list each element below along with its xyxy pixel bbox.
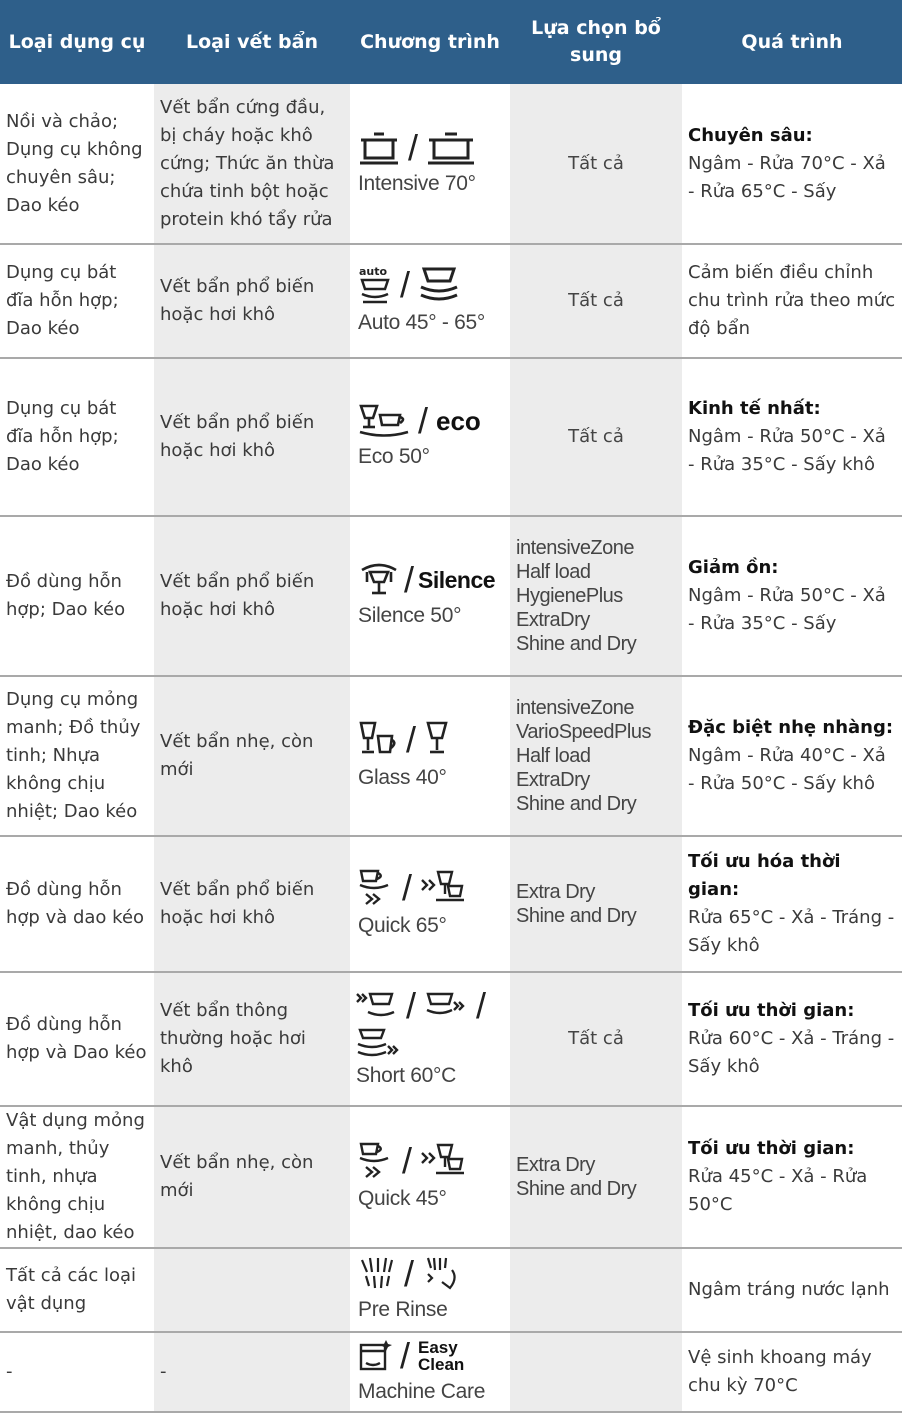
table-row xyxy=(0,836,902,972)
process-cell: Giảm ồn: Ngâm - Rửa 50°C - Xả - Rửa 35°C - Sấy xyxy=(682,516,902,676)
process-text: Vệ sinh khoang máy chu kỳ 70°C xyxy=(688,1347,872,1396)
pot-icon xyxy=(426,130,476,166)
utensils-cell: - xyxy=(0,1332,154,1412)
soil-cell: - xyxy=(154,1332,350,1412)
option-item: Shine and Dry xyxy=(516,905,637,927)
program-name: Auto 45° - 65° xyxy=(358,311,486,334)
options-cell xyxy=(510,1332,682,1412)
header-process: Quá trình xyxy=(682,0,902,84)
program-name: Quick 45° xyxy=(358,1187,447,1210)
options-cell xyxy=(510,972,682,1106)
header-utensils: Loại dụng cụ xyxy=(0,0,154,84)
process-cell: Tối ưu thời gian: Rửa 45°C - Xả - Rửa 50°C xyxy=(682,1106,902,1248)
short-dishes-icon xyxy=(426,992,466,1020)
program-name: Quick 65° xyxy=(358,914,447,937)
utensils-cell: Dụng cụ mỏng manh; Đồ thủy tinh; Nhựa không chịu nhiệt; Dao kéo xyxy=(0,676,154,836)
quick-dishes-icon xyxy=(358,868,394,908)
option-item: Half load xyxy=(516,561,591,583)
program-name: Silence 50° xyxy=(358,604,462,627)
option-item: HygienePlus xyxy=(516,585,623,607)
quick-dishes-icon xyxy=(358,1141,394,1181)
program-cell: / Easy Clean Machine Care xyxy=(350,1332,510,1412)
pre-rinse-icon xyxy=(358,1256,396,1292)
process-text: Ngâm tráng nước lạnh xyxy=(688,1279,890,1300)
header-program: Chương trình xyxy=(350,0,510,84)
header-soil: Loại vết bẩn xyxy=(154,0,350,84)
process-cell: Kinh tế nhất: Ngâm - Rửa 50°C - Xả - Rửa 35°C - Sấy khô xyxy=(682,358,902,516)
option-item: Shine and Dry xyxy=(516,793,637,815)
program-cell: / Quick 65° xyxy=(350,836,510,972)
program-cell: auto / Auto 45° - 65° xyxy=(350,244,510,358)
program-cell: / / Short 60°C xyxy=(350,972,510,1106)
silence-label: Silence xyxy=(418,567,496,593)
easy-clean-label: Easy Clean xyxy=(418,1338,465,1374)
option-item: Shine and Dry xyxy=(516,633,637,655)
wine-glass-icon xyxy=(424,720,450,760)
process-text: Ngâm - Rửa 70°C - Xả - Rửa 65°C - Sấy xyxy=(688,152,886,202)
program-name: Glass 40° xyxy=(358,766,447,789)
process-text: Cảm biến điều chỉnh chu trình rửa theo mức độ bẩn xyxy=(688,262,896,339)
program-cell: / Glass 40° xyxy=(350,676,510,836)
utensils-cell: Đồ dùng hỗn hợp; Dao kéo xyxy=(0,516,154,676)
table-row xyxy=(0,676,902,836)
table-row xyxy=(0,1106,902,1248)
process-cell: Đặc biệt nhẹ nhàng: Ngâm - Rửa 40°C - Xả - Rửa 50°C - Sấy khô xyxy=(682,676,902,836)
pre-rinse-icon xyxy=(422,1256,460,1292)
short-dishes-icon xyxy=(356,992,396,1020)
glass-cup-icon xyxy=(358,720,398,760)
option-item: ExtraDry xyxy=(516,609,590,631)
process-title: Tối ưu thời gian xyxy=(688,1000,848,1021)
option-item: VarioSpeedPlus xyxy=(516,721,651,743)
soil-cell: Vết bẩn phổ biến hoặc hơi khô xyxy=(154,516,350,676)
header-row xyxy=(0,0,902,84)
glass-cup-icon xyxy=(358,403,410,439)
process-text: Rửa 60°C - Xả - Tráng - Sấy khô xyxy=(688,1028,895,1077)
option-item: Extra Dry xyxy=(516,1154,595,1176)
table-row xyxy=(0,516,902,676)
option-item: ExtraDry xyxy=(516,769,590,791)
table-row xyxy=(0,1332,902,1412)
soil-cell: Vết bẩn phổ biến hoặc hơi khô xyxy=(154,358,350,516)
options-cell xyxy=(510,836,682,972)
soil-cell xyxy=(154,1248,350,1332)
soil-cell: Vết bẩn phổ biến hoặc hơi khô xyxy=(154,836,350,972)
auto-dishes-icon xyxy=(358,265,392,305)
process-title: Giảm ồn xyxy=(688,557,772,578)
process-title: Kinh tế nhất xyxy=(688,398,814,419)
option-item: Tất cả xyxy=(568,290,624,311)
program-name: Intensive 70° xyxy=(358,171,476,195)
options-cell xyxy=(510,1248,682,1332)
options-cell xyxy=(510,358,682,516)
process-text: Rửa 65°C - Xả - Tráng - Sấy khô xyxy=(688,907,895,956)
quick-glass-icon xyxy=(420,1141,466,1181)
pot-icon xyxy=(358,130,400,166)
process-title: Tối ưu hóa thời gian xyxy=(688,851,841,900)
program-name: Eco 50° xyxy=(358,445,430,468)
option-item: Tất cả xyxy=(568,426,624,447)
utensils-cell: Tất cả các loại vật dụng xyxy=(0,1248,154,1332)
process-cell: Tối ưu hóa thời gian: Rửa 65°C - Xả - Tráng - Sấy khô xyxy=(682,836,902,972)
program-name: Machine Care xyxy=(358,1380,486,1403)
process-cell xyxy=(682,1332,902,1412)
eco-icon: eco xyxy=(436,406,481,436)
process-cell xyxy=(682,1248,902,1332)
process-cell: Tối ưu thời gian: Rửa 60°C - Xả - Tráng - Sấy khô xyxy=(682,972,902,1106)
svg-text:auto: auto xyxy=(359,265,388,278)
options-cell xyxy=(510,676,682,836)
short-plates-icon xyxy=(356,1028,400,1058)
utensils-cell: Vật dụng mỏng manh, thủy tinh, nhựa không chịu nhiệt, dao kéo xyxy=(0,1106,154,1248)
utensils-cell: Nồi và chảo; Dụng cụ không chuyên sâu; Dao kéo xyxy=(0,84,154,244)
machine-care-icon xyxy=(358,1339,392,1373)
header-options: Lựa chọn bổ sung xyxy=(510,0,682,84)
table-row xyxy=(0,358,902,516)
soil-cell: Vết bẩn nhẹ, còn mới xyxy=(154,676,350,836)
program-cell: / Pre Rinse xyxy=(350,1248,510,1332)
utensils-cell: Đồ dùng hỗn hợp và dao kéo xyxy=(0,836,154,972)
option-item: Half load xyxy=(516,745,591,767)
silence-icon xyxy=(358,562,400,598)
option-item: Tất cả xyxy=(568,152,624,174)
utensils-cell: Dụng cụ bát đĩa hỗn hợp; Dao kéo xyxy=(0,358,154,516)
program-name: Pre Rinse xyxy=(358,1298,448,1321)
option-item: Shine and Dry xyxy=(516,1178,637,1200)
options-cell xyxy=(510,1106,682,1248)
process-title: Đặc biệt nhẹ nhàng xyxy=(688,717,886,738)
process-text: Rửa 45°C - Xả - Rửa 50°C xyxy=(688,1166,868,1215)
option-item: Tất cả xyxy=(568,1028,624,1049)
options-cell xyxy=(510,516,682,676)
option-item: intensiveZone xyxy=(516,537,635,559)
process-title: Tối ưu thời gian xyxy=(688,1138,848,1159)
table-row xyxy=(0,1248,902,1332)
soil-cell: Vết bẩn nhẹ, còn mới xyxy=(154,1106,350,1248)
soil-cell: Vết bẩn cứng đầu, bị cháy hoặc khô cứng; Thức ăn thừa chứa tinh bột hoặc protein khó tẩy rửa xyxy=(154,84,350,244)
program-cell: / Intensive 70° xyxy=(350,84,510,244)
process-cell xyxy=(682,244,902,358)
program-cell: / Quick 45° xyxy=(350,1106,510,1248)
utensils-cell: Dụng cụ bát đĩa hỗn hợp; Dao kéo xyxy=(0,244,154,358)
soil-cell: Vết bẩn thông thường hoặc hơi khô xyxy=(154,972,350,1106)
options-cell xyxy=(510,244,682,358)
stacked-plates-icon xyxy=(418,265,460,305)
soil-cell: Vết bẩn phổ biến hoặc hơi khô xyxy=(154,244,350,358)
table-row xyxy=(0,244,902,358)
process-text: Ngâm - Rửa 50°C - Xả - Rửa 35°C - Sấy khô xyxy=(688,426,886,475)
quick-glass-icon xyxy=(420,868,466,908)
table-row xyxy=(0,972,902,1106)
process-text: Ngâm - Rửa 50°C - Xả - Rửa 35°C - Sấy xyxy=(688,585,886,634)
options-cell xyxy=(510,84,682,244)
table-row xyxy=(0,84,902,244)
option-item: intensiveZone xyxy=(516,697,635,719)
option-item: Extra Dry xyxy=(516,881,595,903)
process-cell: Chuyên sâu: Ngâm - Rửa 70°C - Xả - Rửa 65°C - Sấy xyxy=(682,84,902,244)
process-title: Chuyên sâu xyxy=(688,124,806,146)
utensils-cell: Đồ dùng hỗn hợp và Dao kéo xyxy=(0,972,154,1106)
program-name: Short 60°C xyxy=(356,1064,456,1087)
process-text: Ngâm - Rửa 40°C - Xả - Rửa 50°C - Sấy khô xyxy=(688,745,886,794)
program-cell: / eco Eco 50° xyxy=(350,358,510,516)
program-cell: / Silence Silence 50° xyxy=(350,516,510,676)
